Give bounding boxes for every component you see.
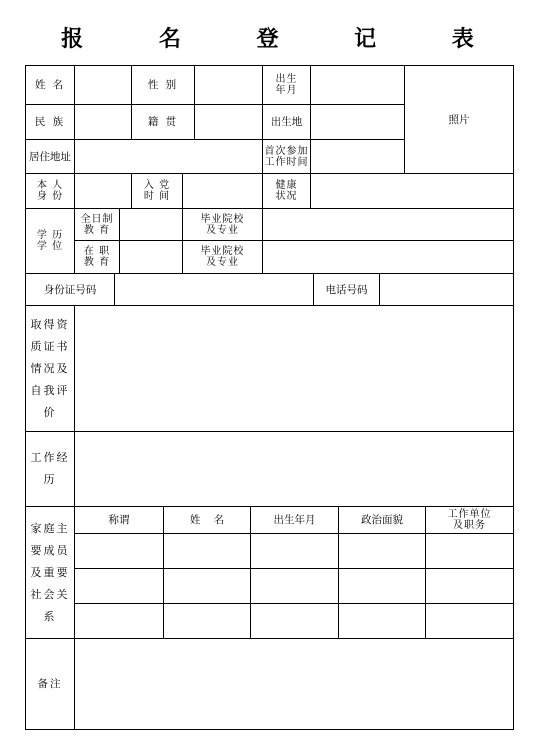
family-header-birth: 出生年月: [250, 506, 339, 534]
family-cell[interactable]: [250, 603, 339, 639]
work-experience-label: 工作经 历: [25, 431, 75, 507]
phone-label: 电话号码: [313, 273, 380, 306]
id-number-label: 身份证号码: [25, 273, 115, 306]
birth-date-field[interactable]: [310, 65, 405, 105]
birth-date-label: 出生 年月: [262, 65, 311, 105]
work-start-label: 首次参加 工作时间: [262, 139, 311, 174]
identity-label: 本 人 身 份: [25, 173, 75, 209]
photo-box[interactable]: 照片: [404, 65, 514, 174]
fulltime-school-field[interactable]: [262, 208, 514, 241]
gender-label: 性 别: [131, 65, 195, 105]
identity-field[interactable]: [74, 173, 132, 209]
family-header-name: 姓 名: [163, 506, 251, 534]
inservice-school-field[interactable]: [262, 240, 514, 274]
ethnicity-label: 民 族: [25, 104, 75, 140]
health-field[interactable]: [310, 173, 514, 209]
education-label: 学 历 学 位: [25, 208, 75, 274]
family-cell[interactable]: [163, 568, 251, 604]
family-cell[interactable]: [425, 603, 514, 639]
id-number-field[interactable]: [114, 273, 314, 306]
family-cell[interactable]: [74, 603, 164, 639]
gender-field[interactable]: [194, 65, 263, 105]
fulltime-school-label: 毕业院校 及专业: [182, 208, 263, 241]
remarks-label: 备注: [25, 638, 75, 730]
phone-field[interactable]: [379, 273, 514, 306]
family-cell[interactable]: [425, 568, 514, 604]
work-experience-field[interactable]: [74, 431, 514, 507]
health-label: 健康 状况: [262, 173, 311, 209]
address-field[interactable]: [74, 139, 263, 174]
family-cell[interactable]: [338, 568, 426, 604]
family-cell[interactable]: [338, 533, 426, 569]
native-place-label: 籍 贯: [131, 104, 195, 140]
party-join-field[interactable]: [182, 173, 263, 209]
party-join-label: 入 党 时 间: [131, 173, 183, 209]
family-cell[interactable]: [338, 603, 426, 639]
birthplace-label: 出生地: [262, 104, 311, 140]
inservice-school-label: 毕业院校 及专业: [182, 240, 263, 274]
inservice-edu-field[interactable]: [119, 240, 183, 274]
ethnicity-field[interactable]: [74, 104, 132, 140]
remarks-field[interactable]: [74, 638, 514, 730]
native-place-field[interactable]: [194, 104, 263, 140]
family-cell[interactable]: [74, 568, 164, 604]
family-header-employer: 工作单位 及职务: [425, 506, 514, 534]
family-cell[interactable]: [250, 533, 339, 569]
family-header-political: 政治面貌: [338, 506, 426, 534]
family-cell[interactable]: [250, 568, 339, 604]
family-cell[interactable]: [74, 533, 164, 569]
family-cell[interactable]: [163, 603, 251, 639]
name-field[interactable]: [74, 65, 132, 105]
family-cell[interactable]: [163, 533, 251, 569]
family-label: 家庭主 要成员 及重要 社会关 系: [25, 506, 75, 639]
family-header-relation: 称谓: [74, 506, 164, 534]
inservice-edu-label: 在 职 教 育: [74, 240, 120, 274]
address-label: 居住地址: [25, 139, 75, 174]
work-start-field[interactable]: [310, 139, 405, 174]
certificates-field[interactable]: [74, 305, 514, 432]
family-cell[interactable]: [425, 533, 514, 569]
page-title: 报 名 登 记 表: [61, 26, 508, 52]
certificates-label: 取得资 质证书 情况及 自我评 价: [25, 305, 75, 432]
name-label: 姓 名: [25, 65, 75, 105]
fulltime-edu-field[interactable]: [119, 208, 183, 241]
birthplace-field[interactable]: [310, 104, 405, 140]
fulltime-edu-label: 全日制 教 育: [74, 208, 120, 241]
